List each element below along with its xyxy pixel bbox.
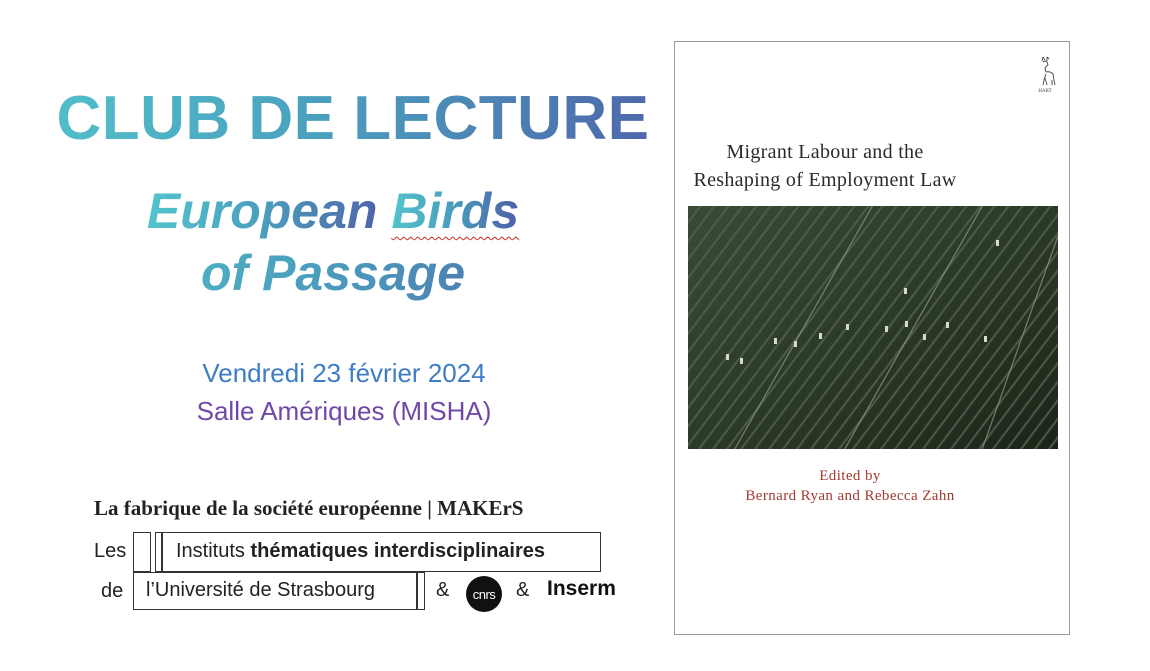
field-worker (885, 326, 888, 332)
footer-word-de: de (101, 580, 124, 602)
field-worker (740, 358, 743, 364)
cover-edited-by: Edited by (819, 468, 881, 484)
field-worker (774, 338, 777, 344)
book-title-part: European (146, 183, 392, 239)
field-worker (905, 321, 908, 327)
cover-title (675, 138, 975, 194)
book-title-line-2: of Passage (0, 244, 666, 302)
field-worker (904, 288, 907, 294)
event-place: Salle Amériques (MISHA) (196, 396, 492, 426)
field-worker (923, 334, 926, 340)
logo-box (133, 532, 151, 572)
makers-line: La fabrique de la société européenne | MAKErS (94, 496, 524, 520)
footer-word-les: Les (94, 540, 127, 562)
cover-photo-field-workers (688, 206, 1058, 449)
event-date: Vendredi 23 février 2024 (202, 358, 486, 388)
field-worker (946, 322, 949, 328)
field-worker (984, 336, 987, 342)
cnrs-logo: cnrs (466, 576, 502, 612)
cover-title-line-1: Migrant Labour and the (726, 141, 924, 163)
institutes-plain: Instituts (176, 540, 251, 562)
university-text: l’Université de Strasbourg (146, 579, 375, 601)
club-title: CLUB DE LECTURE (0, 82, 706, 156)
field-worker (996, 240, 999, 246)
institutes-text (176, 540, 545, 563)
field-worker (846, 324, 849, 330)
inserm-logo: Inserm (547, 577, 616, 600)
svg-text:HART: HART (1038, 89, 1052, 94)
cover-editors: Bernard Ryan and Rebecca Zahn (745, 488, 955, 504)
field-worker (794, 341, 797, 347)
book-title-birds: Birds (391, 183, 520, 239)
publisher-deer-logo-icon (1032, 54, 1058, 94)
ampersand: & (436, 579, 450, 601)
logo-box (417, 572, 425, 610)
institutes-bold: thématiques interdisciplinaires (250, 540, 546, 562)
ampersand: & (516, 579, 530, 601)
book-cover (674, 41, 1070, 635)
field-worker (726, 354, 729, 360)
book-title-line-1 (0, 182, 666, 240)
logo-box (155, 532, 162, 572)
cover-title-line-2: Reshaping of Employment Law (693, 169, 957, 191)
field-worker (819, 333, 822, 339)
